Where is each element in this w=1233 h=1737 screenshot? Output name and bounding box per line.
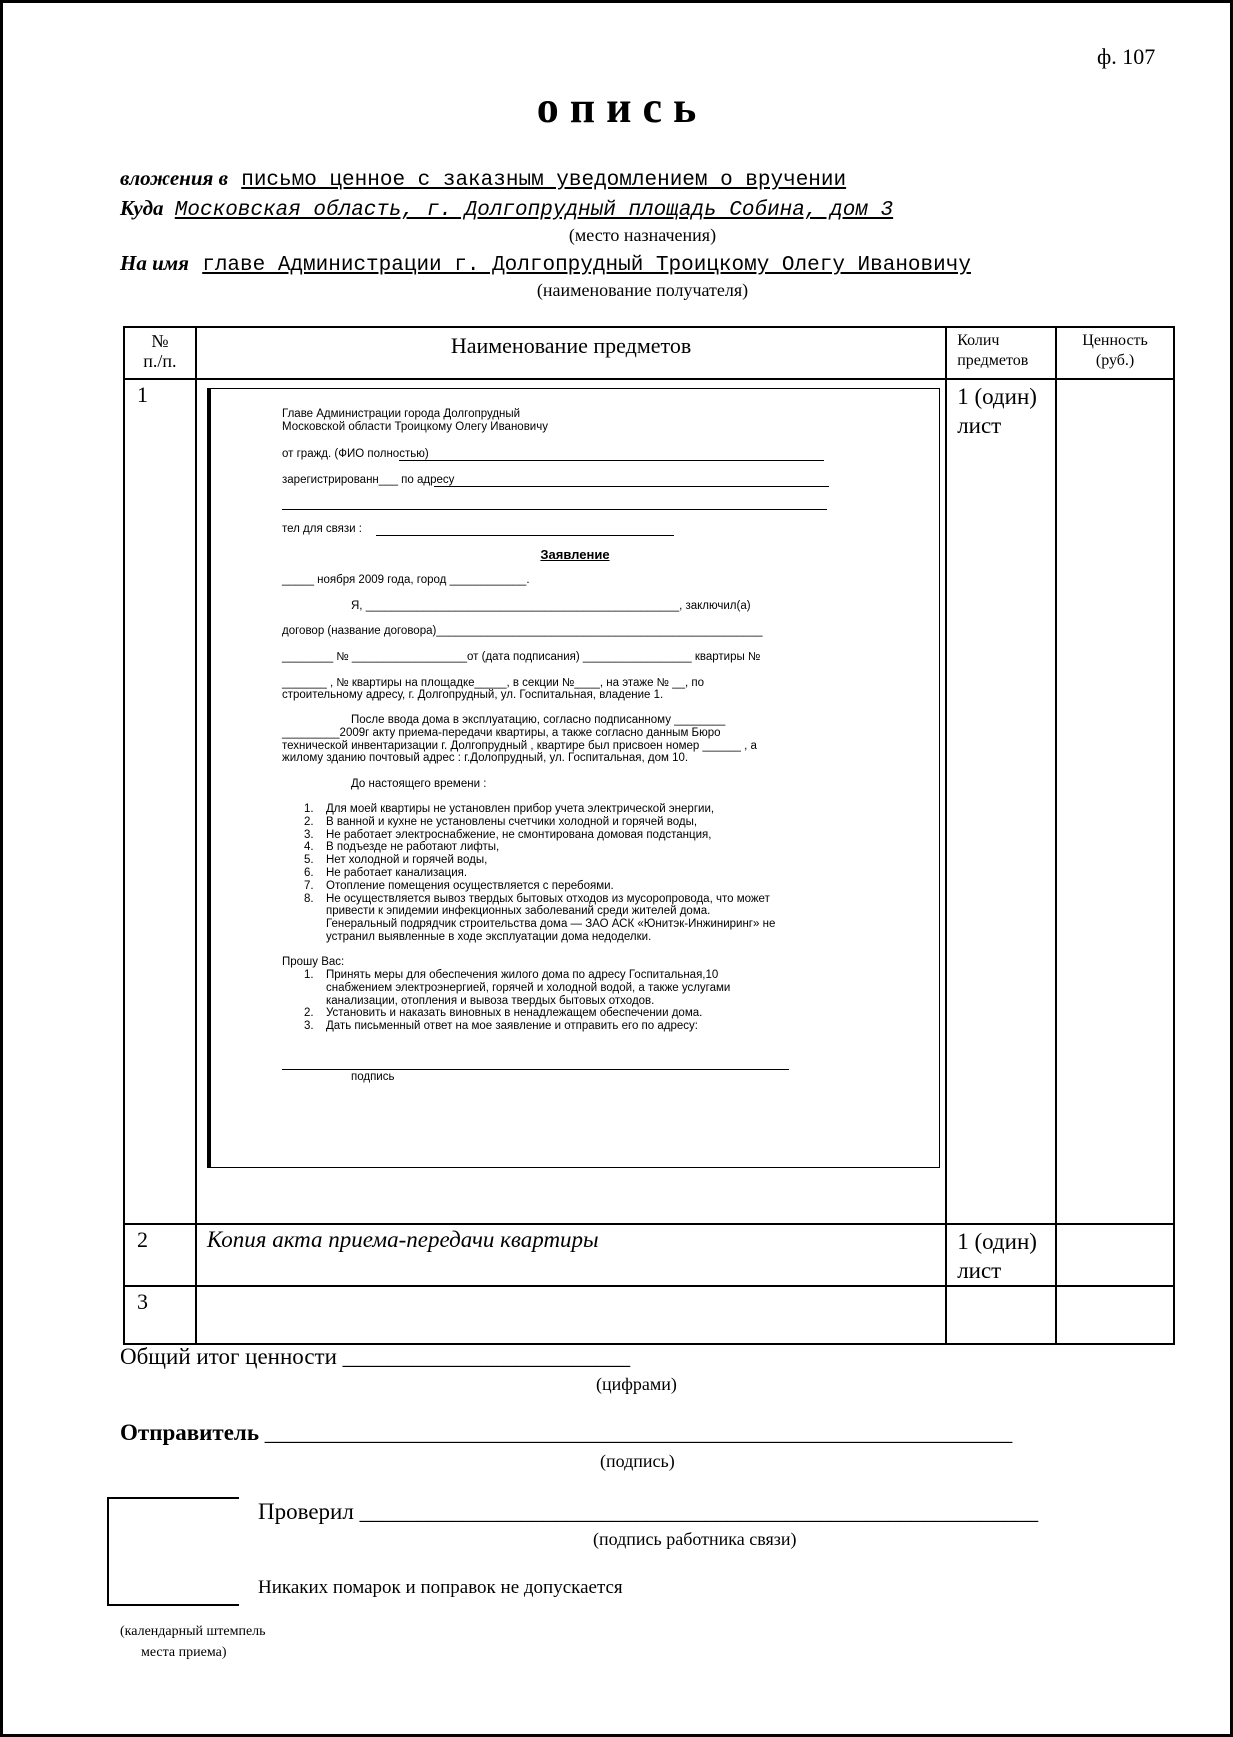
letter-until-now: До настоящего времени : — [351, 778, 487, 790]
row-qty-line-2: лист — [957, 1258, 1002, 1283]
letter-para-1: После ввода дома в эксплуатацию, согласно подписанному ________ — [351, 714, 726, 726]
sender-line — [120, 1420, 1012, 1446]
phone-fill-line — [376, 535, 674, 536]
postmark-stamp-box — [107, 1497, 239, 1606]
letter-flat-line-1: _______ , № квартиры на площадке_____, в секции №____, на этаже № __, по — [282, 677, 705, 689]
list-item: 3. Не работает электроснабжение, не смонтирована домовая подстанция, — [304, 828, 712, 841]
list-item: 8. Не осуществляется вывоз твердых бытовых отходов из мусоропровода, что может — [304, 892, 770, 905]
problems-list — [282, 803, 775, 944]
sender-label: Отправитель — [120, 1420, 259, 1445]
letter-phone: тел для связи : — [282, 523, 362, 535]
row-value — [1056, 379, 1174, 1224]
col-value-line-1: Ценность — [1082, 332, 1148, 349]
letter-request: Прошу Вас: — [282, 956, 345, 968]
list-item: 5. Нет холодной и горячей воды, — [304, 854, 488, 867]
list-item: 1. Для моей квартиры не установлен прибор учета электрической энергии, — [304, 803, 715, 815]
row-qty-line-2: лист — [957, 413, 1002, 438]
attachment-line — [120, 166, 846, 192]
table-row — [124, 1224, 1174, 1286]
list-item: 6. Не работает канализация. — [304, 866, 468, 879]
letter-registered: зарегистрированн___ по адресу — [282, 474, 455, 486]
list-item: устранил выявленные в ходе эксплуатации дома недоделки. — [326, 930, 652, 943]
from-fill-line — [399, 460, 824, 461]
row-qty-line-1: 1 (один) — [957, 1229, 1037, 1254]
list-item: 2. В ванной и кухне не установлены счетчики холодной и горячей воды, — [304, 815, 698, 828]
total-value-line: Общий итог ценности _________________________ — [120, 1344, 631, 1369]
letter-address-1: Главе Администрации города Долгопрудный — [282, 408, 521, 420]
col-header-name: Наименование предметов — [196, 327, 946, 379]
page-title: о п и с ь — [536, 83, 697, 132]
col-qty-line-2: предметов — [957, 352, 1029, 369]
row-number: 1 — [124, 379, 196, 1224]
recipient-label: На имя — [120, 251, 189, 275]
registered-fill-line — [434, 486, 829, 487]
list-item: 1. Принять меры для обеспечения жилого дома по адресу Госпитальная,10 — [304, 969, 719, 981]
letter-i-line: Я, _________________________________________________, заключил(а) — [351, 600, 751, 612]
col-value-line-2: (руб.) — [1095, 352, 1135, 369]
checked-line: Проверил ___________________________________________________________ — [258, 1499, 1039, 1524]
sender-signature-field: _________________________________________________________________ — [264, 1420, 1013, 1445]
list-item: 4. В подъезде не работают лифты, — [304, 841, 500, 854]
row-qty — [946, 379, 1056, 1224]
col-header-qty — [946, 327, 1056, 379]
total-value-caption: (цифрами) — [596, 1374, 677, 1394]
recipient-value: главе Администрации г. Долгопрудный Троицкому Олегу Ивановичу — [202, 254, 971, 277]
letter-date-line: _____ ноября 2009 года, город ____________. — [282, 574, 530, 586]
attachment-label: вложения в — [120, 166, 228, 190]
attachment-value: письмо ценное с заказным уведомлением о вручении — [241, 169, 847, 192]
list-item: снабжением электроэнергией, горячей и холодной водой, а также услугами — [326, 981, 731, 994]
table-header-row — [124, 327, 1174, 379]
row-number: 2 — [124, 1224, 196, 1286]
stamp-caption-line-1: (календарный штемпель — [120, 1624, 266, 1639]
row-value — [1056, 1224, 1174, 1286]
list-item: 3. Дать письменный ответ на мое заявление и отправить его по адресу: — [304, 1020, 698, 1033]
row-number: 3 — [124, 1286, 196, 1344]
checked-caption: (подпись работника связи) — [593, 1529, 797, 1549]
no-corrections-note: Никаких помарок и поправок не допускается — [258, 1577, 623, 1598]
col-header-value — [1056, 327, 1174, 379]
letter-para-3: технической инвентаризации г. Долгопрудный , квартире был присвоен номер ______ , а — [282, 740, 757, 752]
sender-caption: (подпись) — [600, 1451, 675, 1471]
destination-value: Московская область, г. Долгопрудный площадь Собина, дом 3 — [174, 199, 894, 222]
destination-label: Куда — [120, 196, 164, 220]
list-item: привести к эпидемии инфекционных заболеваний среди жителей дома. — [326, 905, 711, 918]
row-value — [1056, 1286, 1174, 1344]
list-item: канализации, отопления и вывоза твердых бытовых отходов. — [326, 994, 655, 1007]
destination-line — [120, 196, 893, 222]
letter-flat-line-2: строительному адресу, г. Долгопрудный, ул. Госпитальная, владение 1. — [282, 689, 664, 701]
letter-para-2: _________2009г акту приема-передачи квартиры, а также согласно данным Бюро — [282, 727, 721, 739]
table-row — [124, 1286, 1174, 1344]
application-letter-image — [207, 388, 940, 1168]
letter-heading: Заявление — [540, 547, 610, 562]
col-qty-line-1: Колич — [957, 332, 1000, 349]
signature-line — [282, 1069, 789, 1070]
letter-signature-caption: подпись — [351, 1071, 395, 1083]
stamp-caption-line-2: места приема) — [141, 1645, 227, 1660]
row-qty-line-1: 1 (один) — [957, 384, 1037, 409]
letter-address-2: Московской области Троицкому Олегу Ивановичу — [282, 421, 548, 433]
col-header-number — [124, 327, 196, 379]
letter-number-line: ________ № __________________от (дата подписания) _________________ квартиры № — [282, 651, 761, 663]
col-number-line-2: п./п. — [143, 351, 177, 371]
row-qty — [946, 1224, 1056, 1286]
row-name — [196, 1286, 946, 1344]
destination-caption: (место назначения) — [568, 225, 717, 245]
list-item: 2. Установить и наказать виновных в ненадлежащем обеспечении дома. — [304, 1007, 703, 1020]
col-number-line-1: № — [151, 331, 169, 351]
letter-para-4: жилому зданию почтовый адрес : г.Долопрудный, ул. Госпитальная, дом 10. — [282, 752, 689, 764]
row-name: Копия акта приема-передачи квартиры — [196, 1224, 946, 1286]
letter-contract-line: договор (название договора)___________________________________________________ — [282, 625, 763, 637]
form-number: ф. 107 — [1097, 44, 1156, 69]
list-item: 7. Отопление помещения осуществляется с перебоями. — [304, 879, 614, 892]
row-qty — [946, 1286, 1056, 1344]
requests-list — [282, 969, 730, 1033]
recipient-caption: (наименование получателя) — [536, 280, 749, 300]
list-item: Генеральный подрядчик строительства дома — ЗАО АСК «Юнитэк-Инжиниринг» не — [326, 918, 776, 931]
address-fill-line — [282, 509, 827, 510]
recipient-line — [120, 251, 971, 277]
letter-from: от гражд. (ФИО полностью) — [282, 448, 429, 460]
